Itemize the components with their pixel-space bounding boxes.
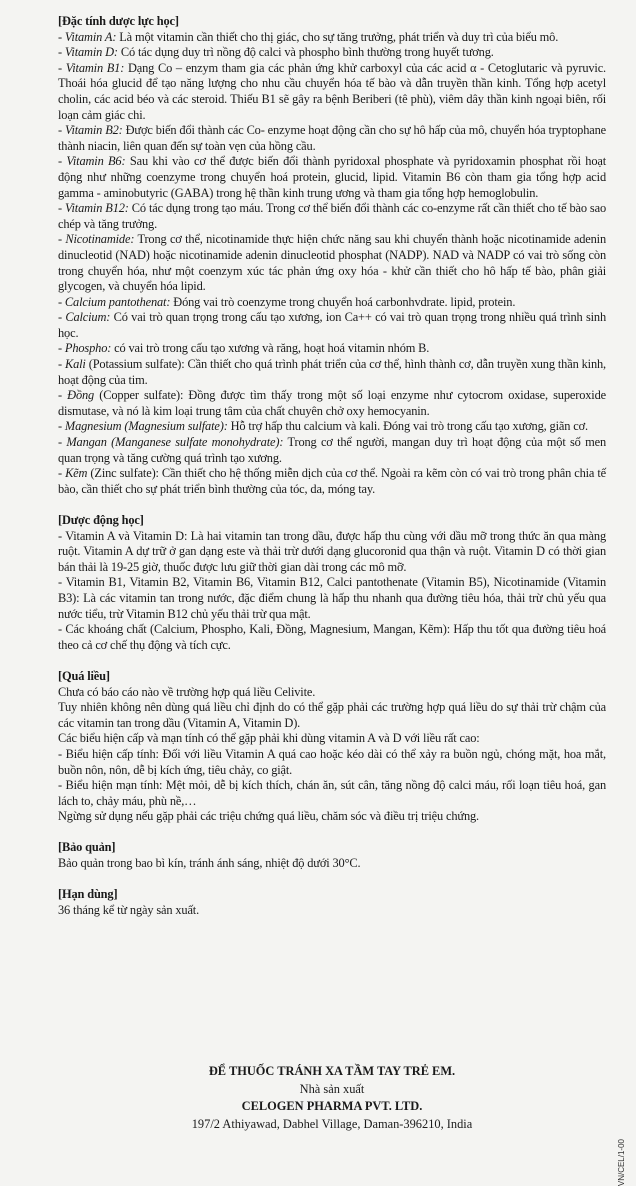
section-title-pharmacodynamics: [Đặc tính dược lực học] [58,14,179,28]
item-text: Đóng vai trò coenzyme trong chuyển hoá carbonhvdrate. lipid, protein. [170,294,516,309]
item-text: Có tác dụng duy trì nồng độ calci và phospho bình thường trong huyết tương. [117,45,494,60]
paragraph: - Biểu hiện mạn tính: Mệt mỏi, dễ bị kích thích, chán ăn, sút cân, tăng nồng độ calci máu, rối loạn tiêu hoá, gan lách to, chảy máu, phù nề,… [58,778,606,808]
list-item [58,466,606,497]
item-label: - Magnesium (Magnesium sulfate): [58,419,228,434]
paragraph: Các biểu hiện cấp và mạn tính có thể gặp phải khi dùng vitamin A và D với liều rất cao: [58,731,480,746]
paragraph: Bảo quản trong bao bì kín, tránh ánh sáng, nhiệt độ dưới 30°C. [58,856,361,871]
list-item [58,435,606,466]
manufacturer-footer [58,1063,606,1133]
child-safety-warning: ĐỂ THUỐC TRÁNH XA TẦM TAY TRẺ EM. [208,1064,456,1078]
section-gap [58,825,606,841]
item-label: - Kali [58,357,86,372]
list-item [58,388,606,419]
item-text: Sau khi vào cơ thể được biến đổi thành pyridoxal phosphate và pyridoxamin phosphat rồi hoạt động như những coenzyme trong chuyển hoá protein, glucid, lipid. Vitamin B6 còn tham gia tổng hợp acid gamma - aminobutyric (GABA) trong hệ thần kinh trung ương và tham gia tổng hợp hemoglobulin. [58,154,607,200]
list-item [58,154,606,201]
item-text: Là một vitamin cần thiết cho thị giác, cho sự tăng trưởng, phát triển và duy trì của biểu mô. [116,29,559,44]
item-label: - Vitamin D: [58,45,118,60]
paragraph: Ngừng sử dụng nếu gặp phải các triệu chứng quá liều, chăm sóc và điều trị triệu chứng. [58,809,480,824]
list-item [58,310,606,341]
list-item [58,357,606,388]
item-text: Được biến đổi thành các Co- enzyme hoạt động cần cho sự hô hấp của mô, chuyển hóa tryptophane thành niacin, liên quan đến sự toàn vẹn của hồng cầu. [58,123,606,153]
item-label: - Đồng [58,388,95,403]
item-text: có vai trò trong cấu tạo xương và răng, hoạt hoá vitamin nhóm B. [111,341,430,356]
section-title-overdose: [Quá liều] [58,668,110,683]
item-label: - Vitamin B6: [58,154,126,169]
manufacturer-label: Nhà sản xuất [299,1081,365,1096]
list-item [58,201,606,232]
paragraph: - Biểu hiện cấp tính: Đối với liều Vitamin A quá cao hoặc kéo dài có thể xảy ra buồn ngủ, chóng mặt, hoa mắt, buồn nôn, nôn, dễ bị kích ứng, tiêu chảy, co giật. [58,746,606,777]
list-item [58,341,606,357]
section-title-storage: [Bảo quản] [58,840,116,855]
section-title-shelf-life: [Hạn dùng] [58,887,118,902]
list-item [58,295,606,311]
document-code: VN/CEL/1-00 [617,1139,626,1186]
section-gap [58,653,606,669]
item-label: - Kẽm [58,466,88,481]
list-item [58,45,606,61]
item-label: - Nicotinamide: [58,232,135,247]
list-item [58,61,606,123]
item-text: Trong cơ thể, nicotinamide thực hiện chức năng sau khi chuyển thành hoặc nicotinamide adenin dinucleotid (NAD) hoặc nicotinamide adenin dinucleotid phosphat (NADP). NAD và NADP có vai trò sống còn trong chuyển hóa, như một coenzym xúc tác phản ứng oxy hóa - khử cần thiết cho hô hấp tế bào, phân giải glycogen, và chuyển hóa lipid. [58,232,606,294]
item-text: Có vai trò quan trọng trong cấu tạo xương, ion Ca++ có vai trò quan trọng trong nhiều quá trình sinh học. [58,310,607,340]
list-item [58,123,606,154]
item-text: (Zinc sulfate): Cần thiết cho hệ thống miễn dịch của cơ thể. Ngoài ra kẽm còn có vai trò trong phân chia tế bào, cần thiết cho sự phát triển bình thường của tóc, da, móng tay. [58,466,606,496]
item-text: Dạng Co – enzym tham gia các phản ứng khử carboxyl của các acid α - Cetoglutaric và pyruvic. Thoái hóa glucid để tạo năng lượng cho nhu cầu chuyển hóa tế bào và dẫn truyền thần kinh. Tổng hợp acetyl cholin, các acid béo và các steroid. Thiếu B1 sẽ gây ra bệnh Beriberi (tê phù), viêm dây thần kinh ngoại biên, rối loạn cảm giác chi. [58,60,607,122]
item-label: - Calcium: [58,310,111,325]
item-text: Có tác dụng trong tạo máu. Trong cơ thể biến đổi thành các co-enzyme rất cần thiết cho tế bào sao chép và tăng trưởng. [58,201,606,231]
item-text: (Potassium sulfate): Cần thiết cho quá trình phát triển của cơ thể, hình thành cơ, dẫn truyền xung thần kinh, hoạt động của tim. [58,357,606,387]
item-label: - Vitamin B1: [58,60,125,75]
list-item [58,232,606,294]
paragraph: Chưa có báo cáo nào về trường hợp quá liều Celivite. [58,684,316,699]
item-label: - Vitamin B2: [58,123,123,138]
item-label: - Calcium pantothenat: [58,294,171,309]
pharmacodynamics-list [58,30,606,498]
section-gap [58,497,606,513]
item-label: - Mangan (Manganese sulfate monohydrate): [58,435,284,450]
item-text: (Copper sulfate): Đồng được tìm thấy trong một số loại enzyme như cytocrom oxidase, superoxide dismutase, và nó là kim loại trung tâm của chất chuyên chở oxy hemocyanin. [58,388,606,418]
manufacturer-name: CELOGEN PHARMA PVT. LTD. [241,1099,423,1113]
list-item [58,30,606,46]
paragraph: - Các khoáng chất (Calcium, Phospho, Kali, Đồng, Magnesium, Mangan, Kẽm): Hấp thu tốt qua đường tiêu hoá theo cả cơ chế thụ động và tích cực. [58,622,606,652]
item-label: - Vitamin B12: [58,201,129,216]
item-label: - Phospho: [58,341,112,356]
paragraph: - Vitamin A và Vitamin D: Là hai vitamin tan trong dầu, được hấp thu cùng với dầu mỡ trong thức ăn qua màng ruột. Vitamin A dự trữ ở gan dạng este và thải trừ dưới dạng glucoronid qua thận và ruột. Vitamin D có thời gian bán thải là 19-25 giờ, thuốc được lưu giữ thời gian dài trong các mô mỡ. [58,528,606,574]
list-item [58,419,606,435]
item-text: Hỗ trợ hấp thu calcium và kali. Đóng vai trò trong cấu tạo xương, giãn cơ. [227,419,588,434]
paragraph: - Vitamin B1, Vitamin B2, Vitamin B6, Vitamin B12, Calci pantothenate (Vitamin B5), Nicotinamide (Vitamin B3): Là các vitamin tan trong nước, đặc điểm chung là hấp thu nhanh qua đường tiêu hóa, thải trừ chủ yếu qua nước tiểu, trừ Vitamin B12 chủ yếu thải trừ qua mật. [58,575,606,621]
item-label: - Vitamin A: [58,29,117,44]
paragraph: 36 tháng kể từ ngày sản xuất. [58,902,200,917]
item-text: Trong cơ thể người, mangan duy trì hoạt động của một số men quan trọng và tăng cường quá trình tạo xương. [58,435,606,465]
section-title-pharmacokinetics: [Dược động học] [58,513,144,527]
manufacturer-address: 197/2 Athiyawad, Dabhel Village, Daman-396210, India [191,1116,473,1131]
section-gap [58,872,606,888]
paragraph: Tuy nhiên không nên dùng quá liều chỉ định do có thể gặp phải các trường hợp quá liều do sự thải trừ chậm của các vitamin tan trong dầu (Vitamin A, Vitamin D). [58,700,606,730]
leaflet-body [58,14,606,918]
